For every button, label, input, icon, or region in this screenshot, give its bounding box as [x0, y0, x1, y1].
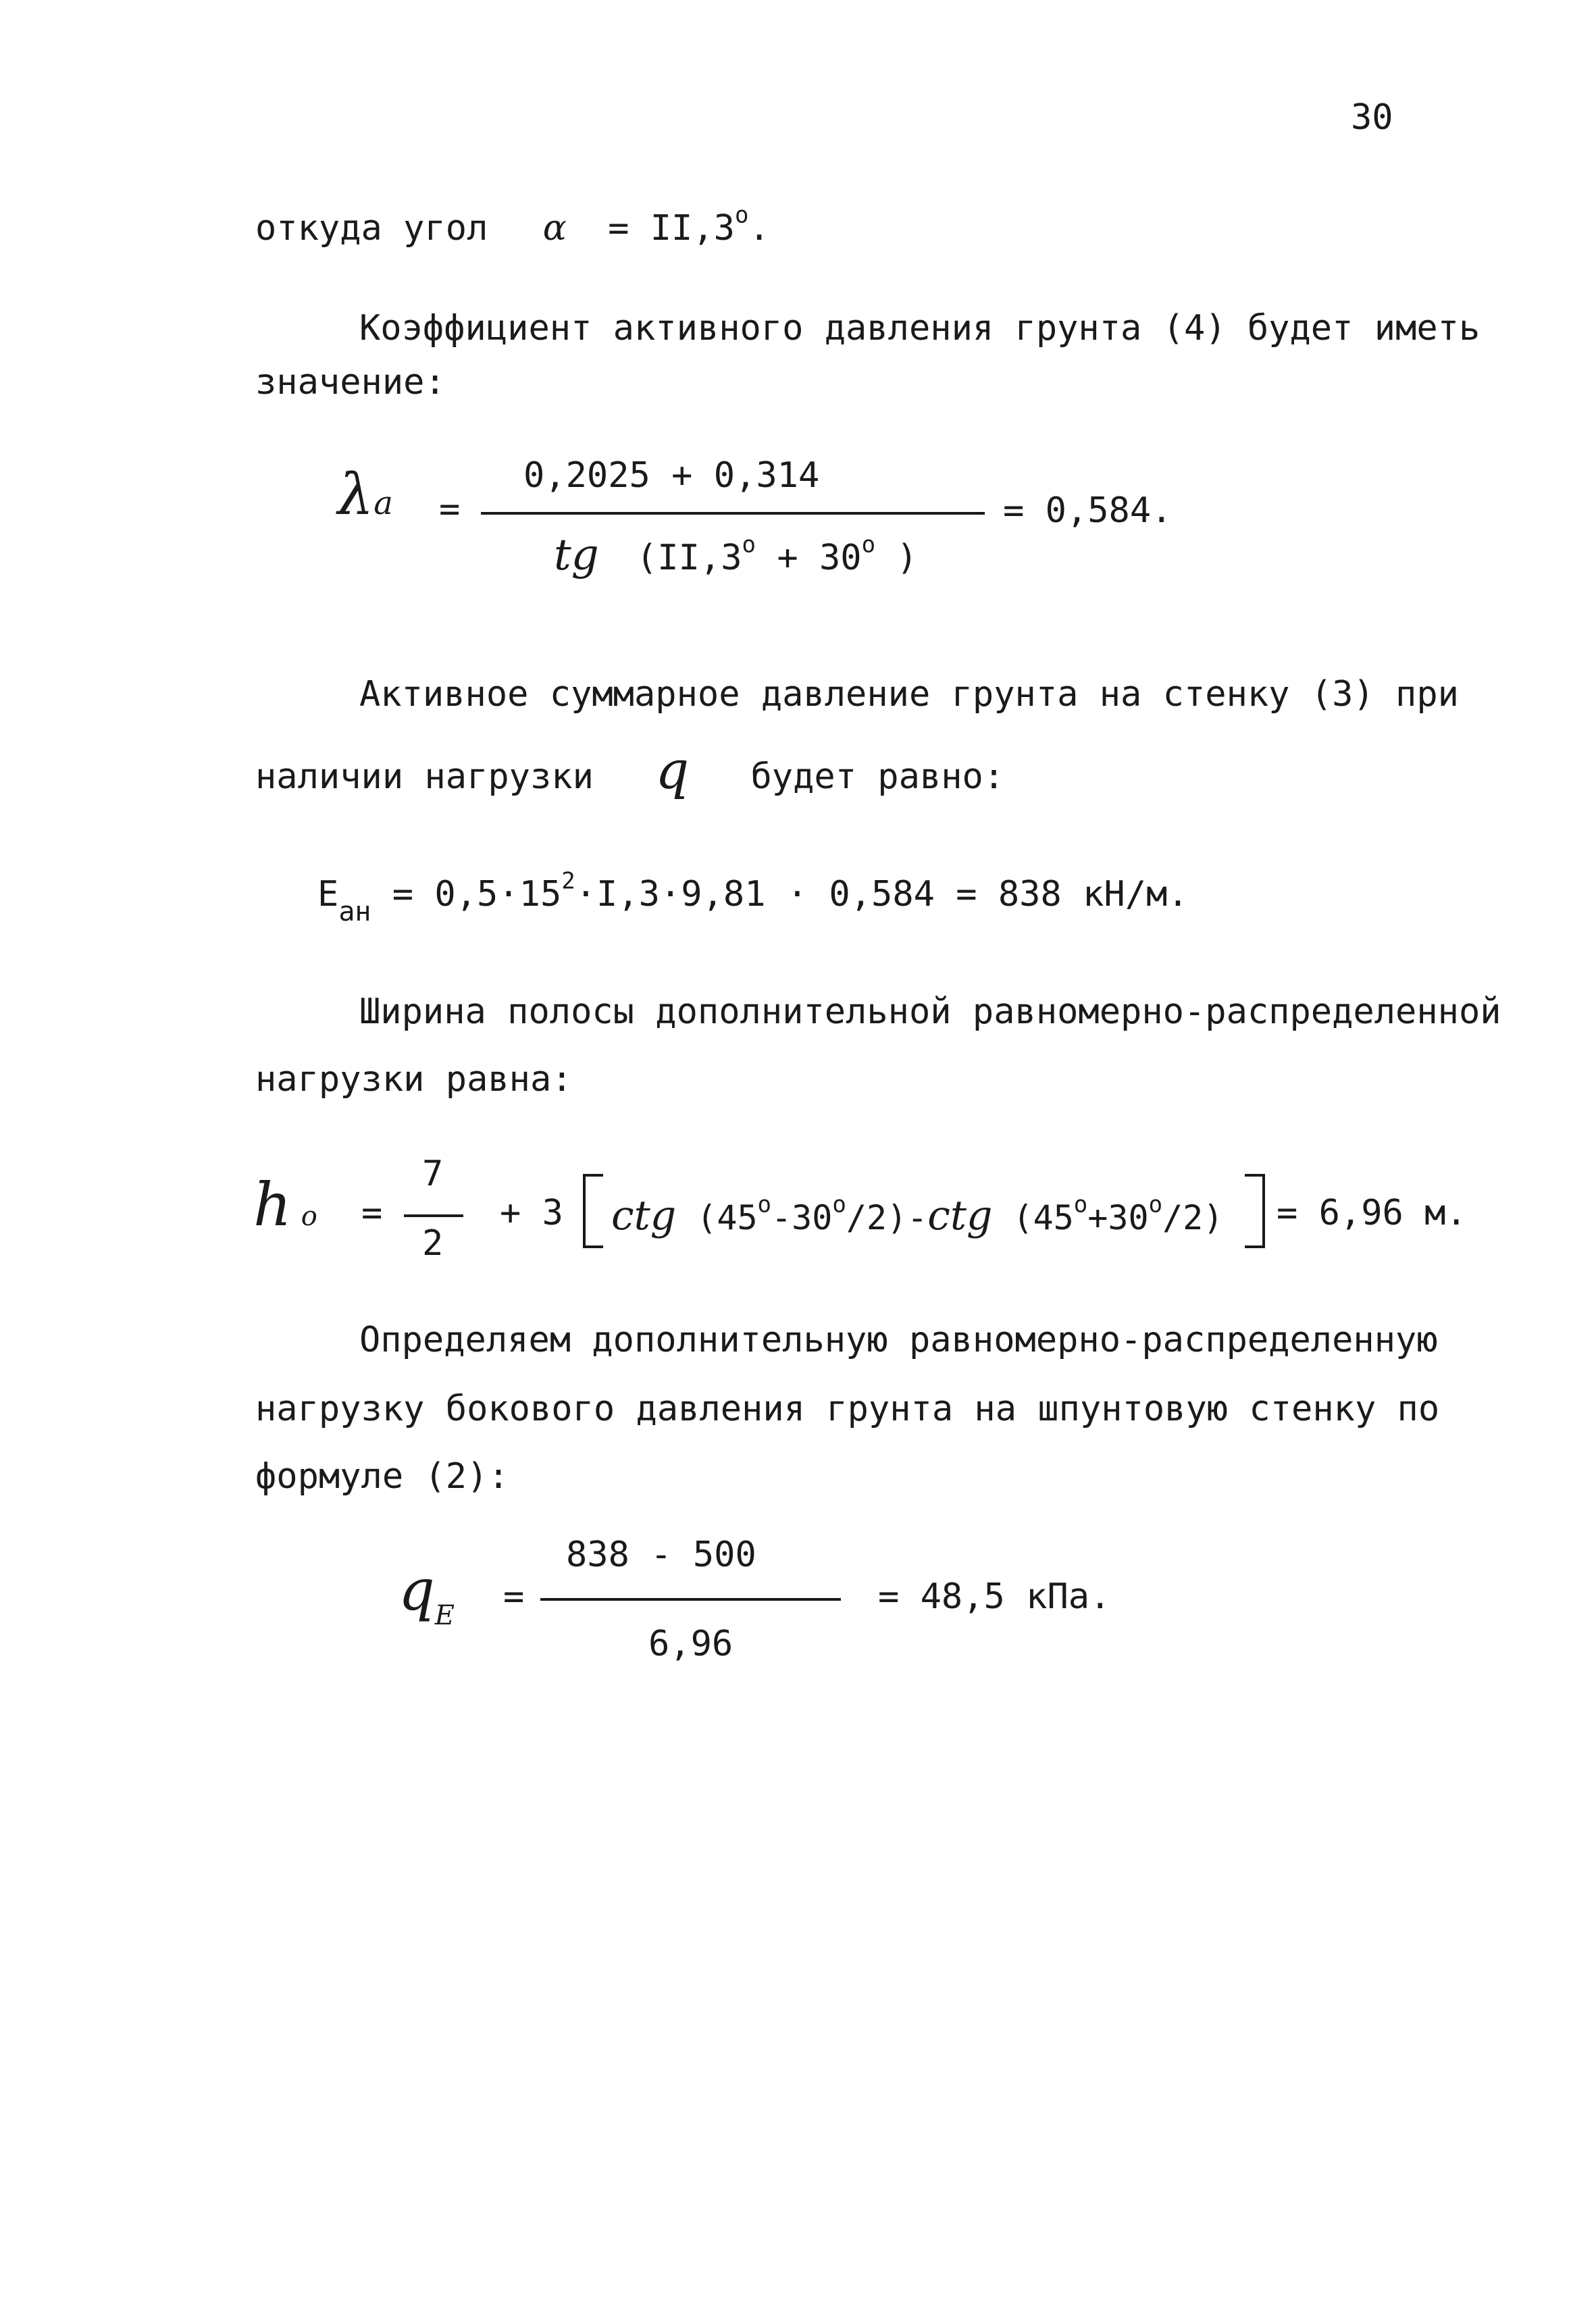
angle-statement	[255, 201, 770, 249]
paragraph-1-line-1: Коэффициент активного давления грунта (4) будет иметь	[359, 308, 1481, 349]
ctg-symbol: ctg	[927, 1192, 993, 1239]
paragraph-2-line-1: Активное суммарное давление грунта на стенку (3) при	[359, 674, 1459, 715]
h0-denominator: 2	[422, 1223, 444, 1264]
equals-sign: =	[439, 489, 461, 530]
fraction-denominator: tg ($II,3^o + 30^o$ )	[554, 530, 918, 580]
ctg-symbol: ctg	[611, 1192, 677, 1239]
qe-symbol: $q_E$	[398, 1557, 455, 1631]
alpha-symbol: α	[542, 208, 567, 249]
tg-symbol: tg	[554, 530, 599, 580]
lambda-symbol: λa	[338, 461, 393, 528]
qe-denominator: 6,96	[648, 1624, 733, 1664]
qe-equals: =	[503, 1576, 525, 1617]
h0-result: = 6,96 м.	[1277, 1193, 1467, 1233]
angle-statement-prefix: откуда угол	[255, 208, 488, 249]
paragraph-3-line-1: Ширина полосы дополнительной равномерно-распределенной	[359, 992, 1501, 1032]
h0-equals: =	[361, 1193, 383, 1233]
h0-numerator: 7	[422, 1154, 444, 1194]
h0-bracket-content: ctg (45$^o$-30$^o$/2)-ctg $(45^o+30^o/2)$	[611, 1191, 1224, 1239]
paragraph-2-line-2: наличии нагрузки q будет равно:	[255, 740, 1005, 801]
equation-eah: $E_{ан} = 0,5\cdot 15^2\cdot I,3\cdot 9,81 \cdot 0,584 = 838$ кН/м.	[317, 867, 1189, 927]
eah-subscript: ан	[338, 896, 371, 927]
page-number: 30	[1351, 97, 1393, 138]
fraction-numerator: 0,2025 + 0,314	[523, 455, 820, 496]
qe-subscript: E	[434, 1600, 455, 1631]
paragraph-1-line-2: значение:	[255, 362, 446, 403]
left-bracket	[583, 1174, 603, 1248]
h0-symbol: ho	[253, 1170, 317, 1239]
degree-mark: o	[734, 201, 749, 229]
eah-symbol: E	[317, 874, 339, 915]
paragraph-4-line-1: Определяем дополнительную равномерно-распределенную	[359, 1320, 1438, 1360]
paragraph-4-line-2: нагрузку бокового давления грунта на шпунтовую стенку по	[255, 1389, 1440, 1429]
angle-value: = II,3	[608, 208, 735, 249]
right-bracket	[1245, 1174, 1265, 1248]
lambda-subscript: a	[374, 484, 393, 522]
fraction-bar	[481, 512, 985, 515]
angle-statement-end: .	[748, 208, 770, 249]
paragraph-4-line-3: формуле (2):	[255, 1456, 509, 1497]
qe-numerator: 838 - 500	[566, 1535, 756, 1575]
paragraph-3-line-2: нагрузки равна:	[255, 1059, 573, 1100]
qe-fraction-bar	[540, 1598, 841, 1601]
qe-result: = 48,5 кПа.	[878, 1576, 1111, 1617]
lambda-result: = 0,584.	[1003, 490, 1173, 531]
h0-fraction-bar	[404, 1214, 463, 1217]
h0-plus-three: + 3	[500, 1193, 563, 1233]
q-symbol: q	[655, 740, 690, 801]
